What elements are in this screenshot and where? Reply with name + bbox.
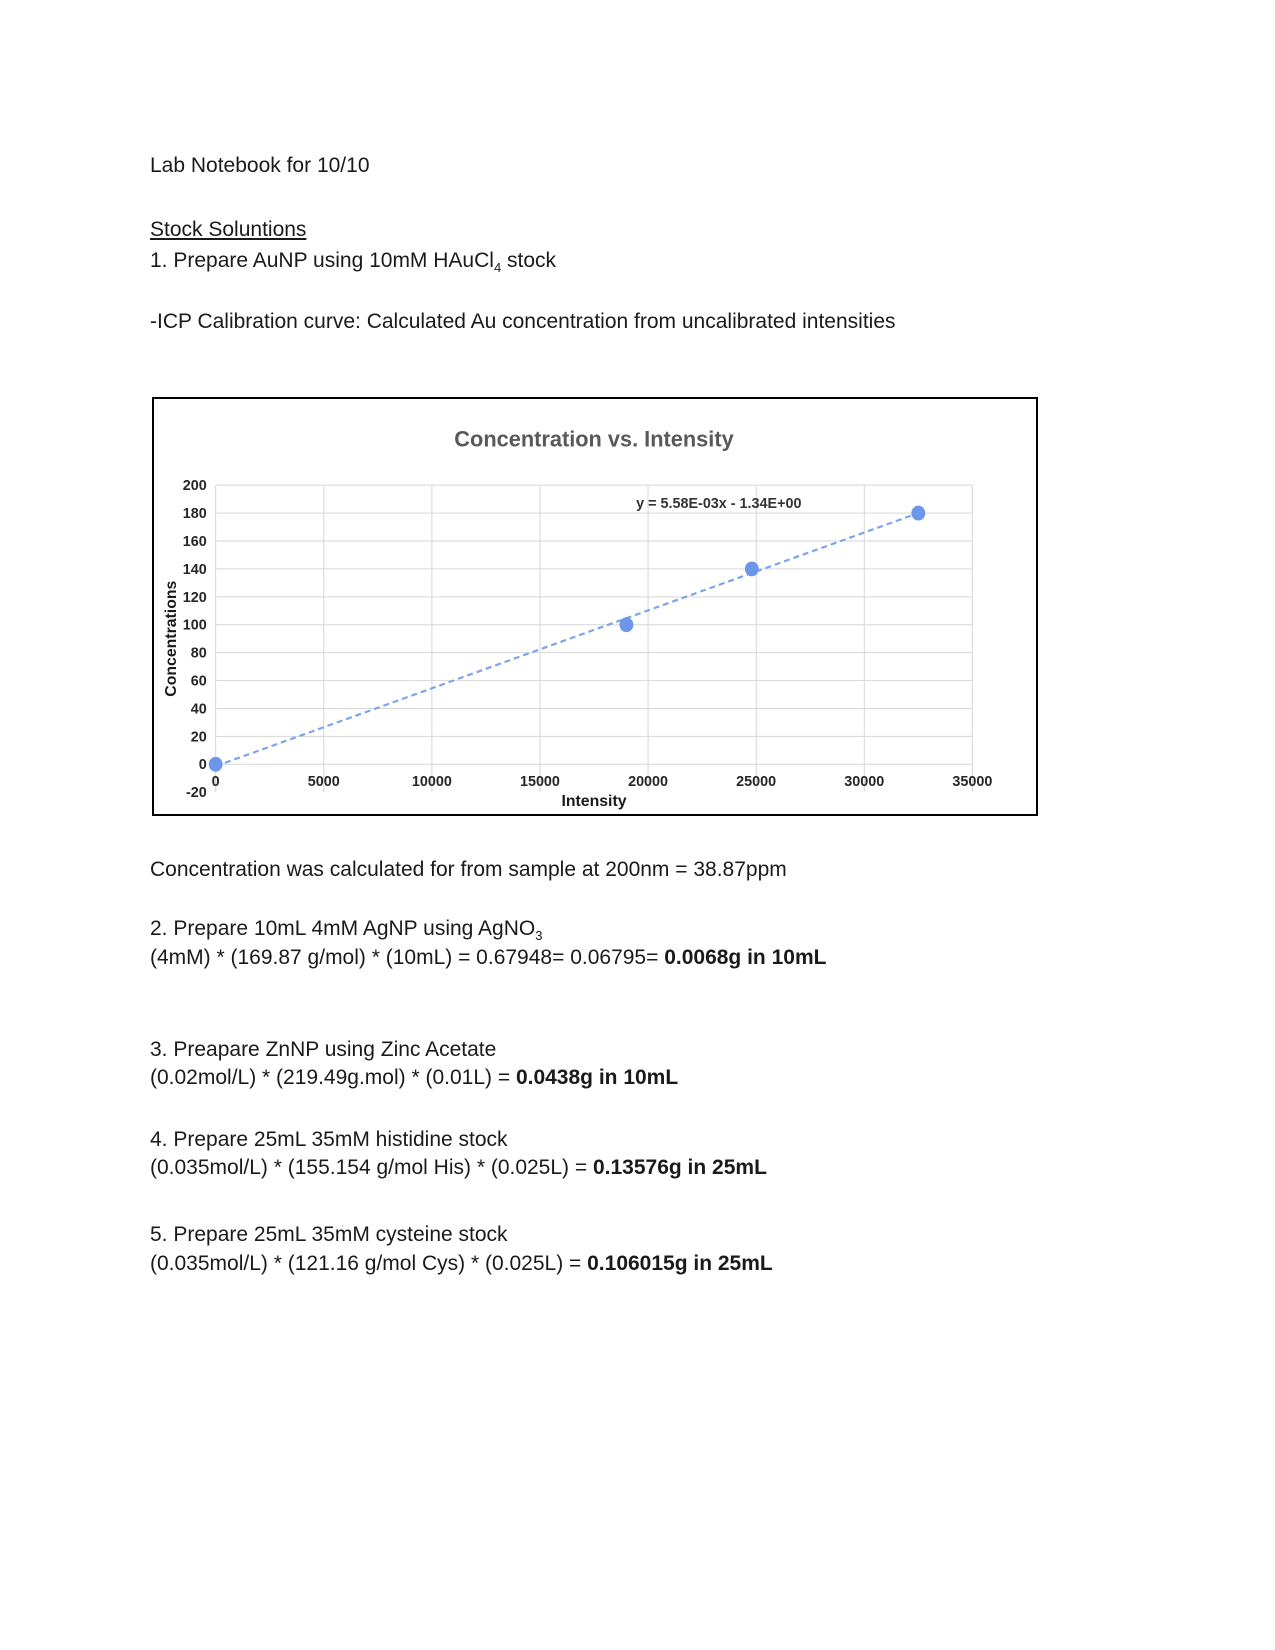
step-1-text: 1. Prepare AuNP using 10mM HAuCl <box>150 249 494 272</box>
step-5-calc <box>150 1250 773 1278</box>
step-4-line: 4. Prepare 25mL 35mM histidine stock <box>150 1128 508 1151</box>
svg-text:25000: 25000 <box>736 774 777 791</box>
concentration-note: Concentration was calculated for from sample at 200nm = 38.87ppm <box>150 858 787 881</box>
svg-text:40: 40 <box>190 701 207 718</box>
svg-text:20000: 20000 <box>628 774 669 791</box>
data-point <box>209 757 223 772</box>
svg-text:140: 140 <box>182 561 207 578</box>
step-3-calc-result: 0.0438g in 10mL <box>515 1066 679 1089</box>
section-heading: Stock Soluntions <box>150 218 307 241</box>
data-point <box>620 617 634 632</box>
step-1-subscript: 4 <box>493 260 502 276</box>
svg-text:100: 100 <box>182 617 207 634</box>
gridlines <box>216 485 973 792</box>
x-tick-labels <box>212 774 993 790</box>
step-2-calc-result: 0.0068g in 10mL <box>664 946 827 969</box>
svg-text:5000: 5000 <box>307 774 340 791</box>
step-3-calc-text: (0.02mol/L) * (219.49g.mol) * (0.01L) = <box>150 1066 516 1089</box>
svg-text:160: 160 <box>182 533 207 550</box>
svg-text:20: 20 <box>190 729 207 746</box>
step-1-text-tail: stock <box>501 249 557 272</box>
step-4-calc-result: 0.13576g in 25mL <box>592 1156 767 1179</box>
svg-text:80: 80 <box>190 645 207 662</box>
step-1-line <box>150 247 556 275</box>
data-point <box>911 506 925 521</box>
data-point <box>745 561 759 576</box>
svg-text:30000: 30000 <box>844 774 885 791</box>
svg-text:60: 60 <box>190 673 207 690</box>
data-points <box>209 506 926 772</box>
step-3-calc <box>150 1064 678 1092</box>
step-2-line <box>150 915 542 943</box>
svg-text:0: 0 <box>198 757 207 774</box>
svg-text:120: 120 <box>182 589 207 606</box>
svg-text:0: 0 <box>211 774 220 791</box>
y-tick-labels <box>183 478 207 801</box>
x-axis-title: Intensity <box>561 793 627 811</box>
calibration-chart <box>152 397 1038 816</box>
step-5-calc-text: (0.035mol/L) * (121.16 g/mol Cys) * (0.025L) = <box>150 1252 588 1275</box>
step-3-line: 3. Preapare ZnNP using Zinc Acetate <box>150 1038 497 1061</box>
svg-text:35000: 35000 <box>952 774 993 791</box>
chart-title: Concentration vs. Intensity <box>454 426 734 452</box>
step-2-calc-text: (4mM) * (169.87 g/mol) * (10mL) = 0.67948= 0.06795= <box>150 946 665 969</box>
step-4-calc <box>150 1154 767 1182</box>
trendline <box>216 513 919 766</box>
trendline-equation: y = 5.58E-03x - 1.34E+00 <box>636 495 802 512</box>
step-2-subscript: 3 <box>535 928 543 944</box>
step-4-calc-text: (0.035mol/L) * (155.154 g/mol His) * (0.025L) = <box>150 1156 593 1179</box>
doc-title: Lab Notebook for 10/10 <box>150 154 370 177</box>
step-5-line: 5. Prepare 25mL 35mM cysteine stock <box>150 1223 508 1246</box>
svg-text:180: 180 <box>182 506 207 523</box>
svg-text:200: 200 <box>182 478 207 495</box>
icp-note: -ICP Calibration curve: Calculated Au concentration from uncalibrated intensities <box>150 310 896 333</box>
y-axis-title: Concentrations <box>163 580 181 697</box>
svg-text:10000: 10000 <box>411 774 452 791</box>
step-2-calc <box>150 944 826 972</box>
chart-svg <box>154 399 1036 814</box>
step-5-calc-result: 0.106015g in 25mL <box>587 1252 773 1275</box>
svg-text:-20: -20 <box>185 785 207 802</box>
svg-text:15000: 15000 <box>519 774 560 791</box>
step-2-text: 2. Prepare 10mL 4mM AgNP using AgNO <box>150 917 536 940</box>
